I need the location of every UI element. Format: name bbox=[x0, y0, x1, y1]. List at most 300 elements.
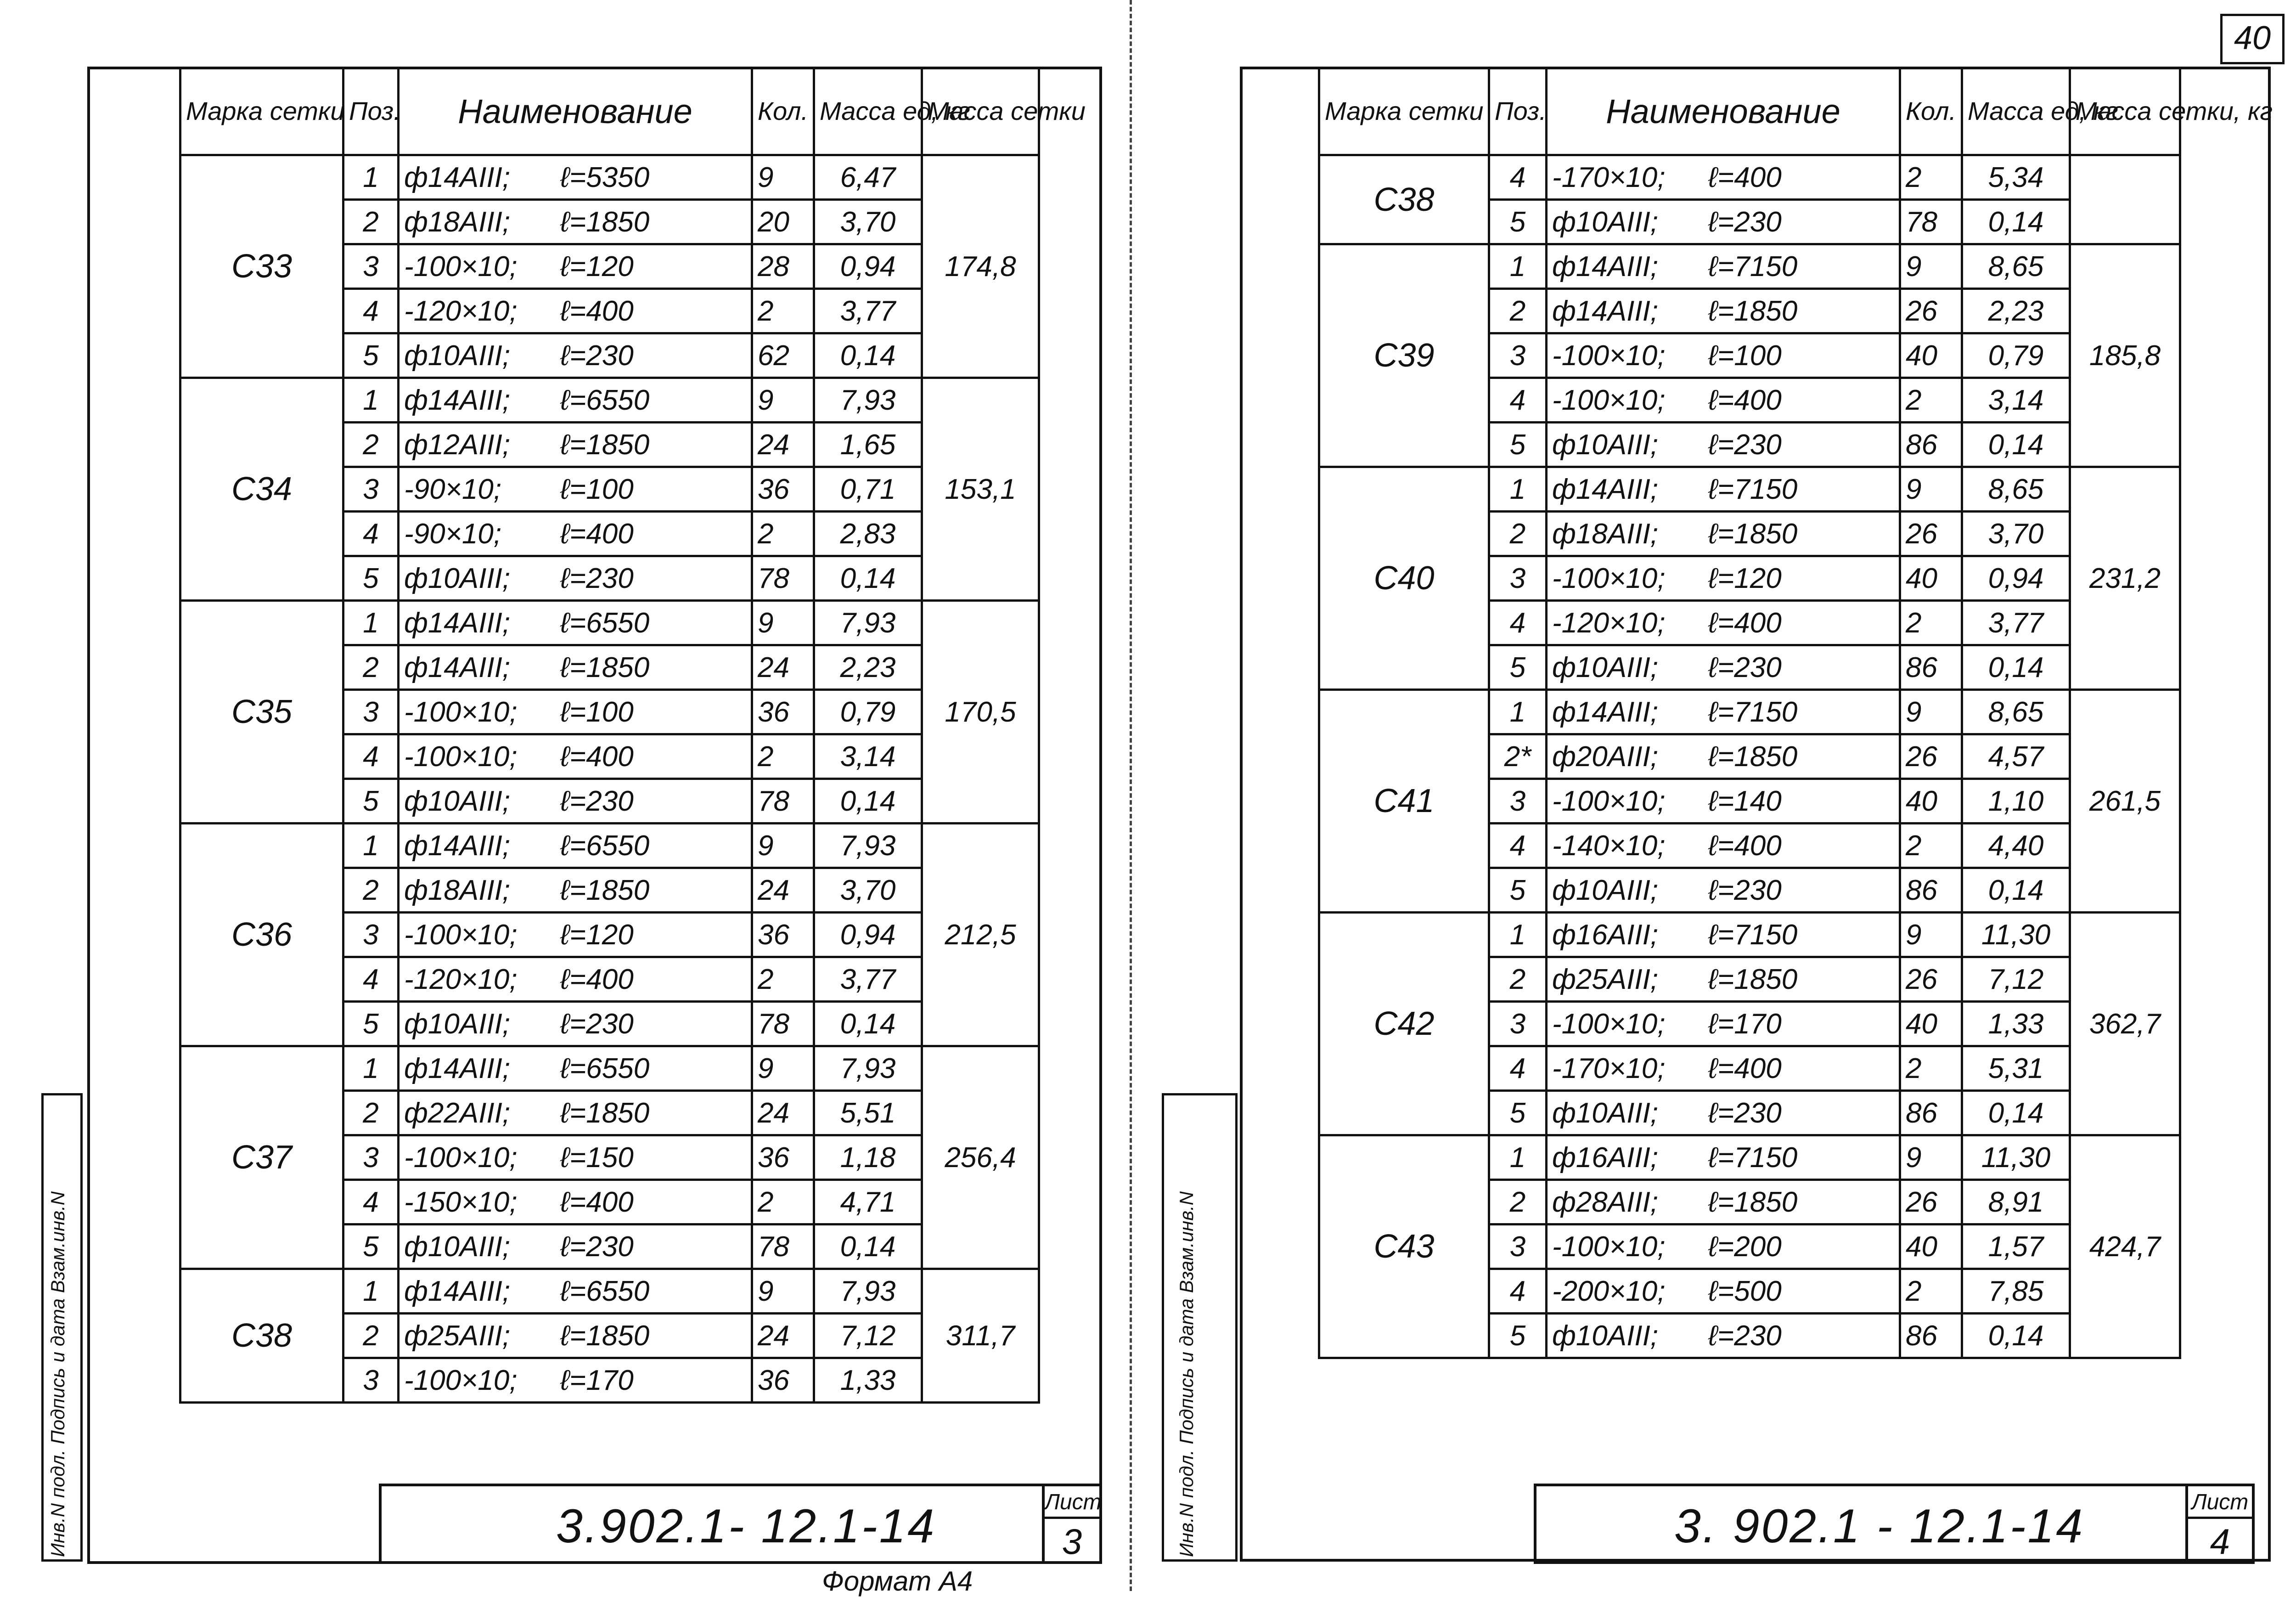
unit-mass: 0,14 bbox=[814, 1225, 922, 1269]
header-unit-mass: Масса ед, кг bbox=[814, 68, 922, 155]
unit-mass: 8,65 bbox=[1962, 467, 2070, 512]
item-profile: ф10АIII; bbox=[404, 339, 511, 372]
unit-mass: 7,93 bbox=[814, 1269, 922, 1314]
table-row bbox=[1319, 690, 2180, 734]
quantity: 36 bbox=[752, 690, 814, 734]
item-name bbox=[399, 601, 752, 645]
position-number: 1 bbox=[343, 824, 399, 868]
unit-mass: 1,10 bbox=[1962, 779, 2070, 824]
left-side-stamp-label: Инв.N подл. Подпись и дата Взам.инв.N bbox=[47, 1191, 68, 1557]
item-profile: -100×10; bbox=[404, 919, 518, 951]
unit-mass: 1,33 bbox=[814, 1358, 922, 1403]
document-code: 3. 902.1 - 12.1-14 bbox=[1674, 1500, 2085, 1553]
item-length: ℓ=230 bbox=[560, 562, 634, 594]
item-name bbox=[399, 467, 752, 512]
quantity: 40 bbox=[1900, 333, 1962, 378]
item-length: ℓ=7150 bbox=[1708, 250, 1798, 282]
item-length: ℓ=5350 bbox=[560, 161, 650, 193]
unit-mass: 1,18 bbox=[814, 1135, 922, 1180]
item-length: ℓ=1850 bbox=[1708, 963, 1798, 995]
item-length: ℓ=7150 bbox=[1708, 696, 1798, 728]
item-length: ℓ=100 bbox=[560, 473, 634, 505]
item-profile: -120×10; bbox=[404, 295, 518, 327]
mesh-mark: С42 bbox=[1319, 913, 1489, 1135]
quantity: 24 bbox=[752, 868, 814, 913]
table-row bbox=[180, 378, 1039, 423]
unit-mass: 0,79 bbox=[814, 690, 922, 734]
unit-mass: 0,14 bbox=[1962, 423, 2070, 467]
position-number: 2 bbox=[1489, 289, 1547, 333]
header-mesh-mass: Масса сетки, кг bbox=[2070, 68, 2180, 155]
item-name bbox=[399, 244, 752, 289]
item-length: ℓ=400 bbox=[1708, 830, 1782, 862]
sheet-number: 3 bbox=[1062, 1521, 1082, 1562]
item-profile: ф14АIII; bbox=[404, 830, 511, 862]
item-name bbox=[1547, 512, 1900, 556]
item-name bbox=[399, 1314, 752, 1358]
item-name bbox=[399, 1225, 752, 1269]
item-name bbox=[1547, 244, 1900, 289]
mesh-total-mass: 261,5 bbox=[2070, 690, 2180, 913]
item-length: ℓ=230 bbox=[560, 1008, 634, 1040]
position-number: 1 bbox=[1489, 467, 1547, 512]
unit-mass: 0,94 bbox=[814, 913, 922, 957]
position-number: 3 bbox=[343, 690, 399, 734]
left-spec-body bbox=[180, 155, 1039, 1403]
item-name bbox=[1547, 868, 1900, 913]
item-name bbox=[399, 957, 752, 1002]
quantity: 2 bbox=[1900, 1269, 1962, 1314]
item-name bbox=[399, 423, 752, 467]
quantity: 24 bbox=[752, 1314, 814, 1358]
unit-mass: 0,14 bbox=[1962, 1314, 2070, 1358]
quantity: 9 bbox=[752, 1046, 814, 1091]
position-number: 2 bbox=[343, 200, 399, 244]
position-number: 5 bbox=[1489, 868, 1547, 913]
sheet-label: Лист bbox=[2188, 1488, 2252, 1519]
position-number: 5 bbox=[1489, 645, 1547, 690]
item-length: ℓ=120 bbox=[560, 250, 634, 282]
item-name bbox=[1547, 423, 1900, 467]
table-row bbox=[180, 1269, 1039, 1314]
item-profile: ф14АIII; bbox=[404, 161, 511, 193]
format-note: Формат А4 bbox=[822, 1566, 973, 1597]
unit-mass: 11,30 bbox=[1962, 1135, 2070, 1180]
unit-mass: 3,70 bbox=[1962, 512, 2070, 556]
item-length: ℓ=1850 bbox=[1708, 740, 1798, 773]
quantity: 9 bbox=[752, 155, 814, 200]
quantity: 86 bbox=[1900, 423, 1962, 467]
item-name bbox=[1547, 556, 1900, 601]
mesh-total-mass: 212,5 bbox=[922, 824, 1039, 1046]
quantity: 2 bbox=[1900, 378, 1962, 423]
item-profile: -120×10; bbox=[404, 963, 518, 995]
item-length: ℓ=1850 bbox=[1708, 295, 1798, 327]
sheet-label: Лист bbox=[1045, 1488, 1099, 1519]
sheet-number: 4 bbox=[2210, 1521, 2230, 1562]
item-profile: ф12АIII; bbox=[404, 429, 511, 461]
mesh-mark: С39 bbox=[1319, 244, 1489, 467]
header-pos: Поз. bbox=[343, 68, 399, 155]
left-spec-table bbox=[179, 67, 1086, 1404]
unit-mass: 1,57 bbox=[1962, 1225, 2070, 1269]
item-profile: -90×10; bbox=[404, 518, 502, 550]
quantity: 86 bbox=[1900, 1314, 1962, 1358]
item-profile: ф10АIII; bbox=[404, 1230, 511, 1263]
unit-mass: 2,83 bbox=[814, 512, 922, 556]
mesh-total-mass: 170,5 bbox=[922, 601, 1039, 824]
item-profile: -100×10; bbox=[404, 1141, 518, 1174]
item-profile: -100×10; bbox=[1552, 562, 1666, 594]
item-profile: ф28АIII; bbox=[1552, 1186, 1659, 1218]
item-profile: ф10АIII; bbox=[404, 1008, 511, 1040]
quantity: 9 bbox=[1900, 244, 1962, 289]
quantity: 78 bbox=[1900, 200, 1962, 244]
unit-mass: 7,93 bbox=[814, 824, 922, 868]
item-name bbox=[399, 1046, 752, 1091]
quantity: 9 bbox=[752, 378, 814, 423]
table-row bbox=[1319, 244, 2180, 289]
item-profile: ф14АIII; bbox=[404, 1052, 511, 1084]
item-length: ℓ=1850 bbox=[560, 651, 650, 683]
unit-mass: 7,93 bbox=[814, 378, 922, 423]
item-profile: -100×10; bbox=[1552, 339, 1666, 372]
right-spec-table bbox=[1318, 67, 2273, 1359]
item-name bbox=[1547, 467, 1900, 512]
quantity: 36 bbox=[752, 1358, 814, 1403]
item-profile: -170×10; bbox=[1552, 161, 1666, 193]
item-name bbox=[1547, 779, 1900, 824]
item-name bbox=[399, 1358, 752, 1403]
quantity: 86 bbox=[1900, 868, 1962, 913]
item-length: ℓ=6550 bbox=[560, 607, 650, 639]
item-profile: ф18АIII; bbox=[1552, 518, 1659, 550]
item-length: ℓ=400 bbox=[560, 740, 634, 773]
position-number: 1 bbox=[1489, 690, 1547, 734]
item-length: ℓ=170 bbox=[1708, 1008, 1782, 1040]
item-name bbox=[399, 824, 752, 868]
mesh-mark: С40 bbox=[1319, 467, 1489, 690]
table-row bbox=[1319, 467, 2180, 512]
corner-page-number: 40 bbox=[2220, 14, 2285, 64]
position-number: 3 bbox=[343, 1135, 399, 1180]
unit-mass: 7,93 bbox=[814, 1046, 922, 1091]
right-side-stamp-label: Инв.N подл. Подпись и дата Взам.инв.N bbox=[1176, 1191, 1197, 1557]
item-profile: -100×10; bbox=[404, 250, 518, 282]
unit-mass: 3,77 bbox=[1962, 601, 2070, 645]
quantity: 24 bbox=[752, 423, 814, 467]
item-name bbox=[399, 556, 752, 601]
item-name bbox=[1547, 913, 1900, 957]
item-length: ℓ=400 bbox=[560, 1186, 634, 1218]
table-row bbox=[180, 155, 1039, 200]
quantity: 2 bbox=[1900, 824, 1962, 868]
unit-mass: 1,33 bbox=[1962, 1002, 2070, 1046]
mesh-mark: С36 bbox=[180, 824, 343, 1046]
item-length: ℓ=230 bbox=[1708, 429, 1782, 461]
item-length: ℓ=170 bbox=[560, 1364, 634, 1396]
mesh-mark: С37 bbox=[180, 1046, 343, 1269]
unit-mass: 8,91 bbox=[1962, 1180, 2070, 1225]
item-length: ℓ=230 bbox=[1708, 206, 1782, 238]
item-name bbox=[399, 913, 752, 957]
item-name bbox=[1547, 155, 1900, 200]
unit-mass: 0,94 bbox=[814, 244, 922, 289]
header-qty: Кол. bbox=[1900, 68, 1962, 155]
position-number: 4 bbox=[343, 1180, 399, 1225]
item-length: ℓ=140 bbox=[1708, 785, 1782, 817]
header-mesh-mass: Масса сетки bbox=[922, 68, 1039, 155]
unit-mass: 5,34 bbox=[1962, 155, 2070, 200]
unit-mass: 3,14 bbox=[1962, 378, 2070, 423]
item-name bbox=[399, 645, 752, 690]
item-profile: -120×10; bbox=[1552, 607, 1666, 639]
position-number: 4 bbox=[343, 957, 399, 1002]
header-name: Наименование bbox=[399, 68, 752, 155]
sheet-number-box bbox=[2185, 1486, 2252, 1561]
item-length: ℓ=100 bbox=[560, 696, 634, 728]
unit-mass: 6,47 bbox=[814, 155, 922, 200]
item-name bbox=[1547, 289, 1900, 333]
position-number: 1 bbox=[343, 378, 399, 423]
item-profile: ф14АIII; bbox=[404, 651, 511, 683]
item-profile: ф14АIII; bbox=[1552, 473, 1659, 505]
position-number: 5 bbox=[343, 779, 399, 824]
item-name bbox=[399, 378, 752, 423]
item-length: ℓ=230 bbox=[1708, 651, 1782, 683]
unit-mass: 3,70 bbox=[814, 200, 922, 244]
unit-mass: 5,31 bbox=[1962, 1046, 2070, 1091]
quantity: 26 bbox=[1900, 512, 1962, 556]
position-number: 5 bbox=[1489, 1314, 1547, 1358]
item-profile: ф25АIII; bbox=[1552, 963, 1659, 995]
item-profile: -100×10; bbox=[1552, 384, 1666, 416]
quantity: 9 bbox=[1900, 913, 1962, 957]
mesh-total-mass: 185,8 bbox=[2070, 244, 2180, 467]
position-number: 5 bbox=[343, 1002, 399, 1046]
mesh-total-mass bbox=[2070, 155, 2180, 244]
item-name bbox=[399, 333, 752, 378]
quantity: 2 bbox=[752, 957, 814, 1002]
item-profile: ф10АIII; bbox=[1552, 1320, 1659, 1352]
position-number: 3 bbox=[343, 467, 399, 512]
table-row bbox=[1319, 1135, 2180, 1180]
item-name bbox=[399, 779, 752, 824]
unit-mass: 4,57 bbox=[1962, 734, 2070, 779]
unit-mass: 0,14 bbox=[814, 556, 922, 601]
left-title-block bbox=[379, 1484, 1102, 1564]
unit-mass: 7,12 bbox=[814, 1314, 922, 1358]
quantity: 24 bbox=[752, 645, 814, 690]
unit-mass: 0,14 bbox=[814, 779, 922, 824]
position-number: 4 bbox=[343, 289, 399, 333]
item-name bbox=[399, 690, 752, 734]
item-length: ℓ=7150 bbox=[1708, 1141, 1798, 1174]
item-profile: ф18АIII; bbox=[404, 874, 511, 906]
position-number: 4 bbox=[1489, 1269, 1547, 1314]
item-profile: ф10АIII; bbox=[1552, 429, 1659, 461]
item-name bbox=[1547, 824, 1900, 868]
quantity: 9 bbox=[1900, 1135, 1962, 1180]
position-number: 2 bbox=[343, 645, 399, 690]
item-name bbox=[399, 1135, 752, 1180]
unit-mass: 3,14 bbox=[814, 734, 922, 779]
table-row bbox=[180, 824, 1039, 868]
table-row bbox=[180, 1046, 1039, 1091]
item-name bbox=[1547, 1269, 1900, 1314]
quantity: 36 bbox=[752, 1135, 814, 1180]
position-number: 2 bbox=[343, 868, 399, 913]
item-length: ℓ=230 bbox=[560, 339, 634, 372]
item-length: ℓ=400 bbox=[1708, 384, 1782, 416]
position-number: 4 bbox=[1489, 378, 1547, 423]
item-length: ℓ=400 bbox=[560, 518, 634, 550]
mesh-mark: С33 bbox=[180, 155, 343, 378]
item-profile: ф10АIII; bbox=[404, 562, 511, 594]
quantity: 24 bbox=[752, 1091, 814, 1135]
item-length: ℓ=120 bbox=[1708, 562, 1782, 594]
position-number: 1 bbox=[1489, 244, 1547, 289]
header-pos: Поз. bbox=[1489, 68, 1547, 155]
position-number: 1 bbox=[1489, 1135, 1547, 1180]
document-code: 3.902.1- 12.1-14 bbox=[556, 1500, 936, 1553]
item-length: ℓ=1850 bbox=[1708, 1186, 1798, 1218]
item-profile: ф20АIII; bbox=[1552, 740, 1659, 773]
item-profile: ф10АIII; bbox=[404, 785, 511, 817]
item-name bbox=[1547, 645, 1900, 690]
position-number: 5 bbox=[343, 1225, 399, 1269]
table-row bbox=[1319, 155, 2180, 200]
quantity: 9 bbox=[1900, 467, 1962, 512]
quantity: 26 bbox=[1900, 734, 1962, 779]
item-length: ℓ=7150 bbox=[1708, 473, 1798, 505]
item-profile: -200×10; bbox=[1552, 1275, 1666, 1307]
item-profile: ф18АIII; bbox=[404, 206, 511, 238]
quantity: 9 bbox=[752, 601, 814, 645]
quantity: 78 bbox=[752, 1002, 814, 1046]
item-length: ℓ=6550 bbox=[560, 1052, 650, 1084]
item-name bbox=[1547, 200, 1900, 244]
position-number: 3 bbox=[1489, 1225, 1547, 1269]
mesh-mark: С34 bbox=[180, 378, 343, 601]
item-profile: ф25АIII; bbox=[404, 1320, 511, 1352]
position-number: 4 bbox=[1489, 155, 1547, 200]
item-profile: -100×10; bbox=[1552, 1008, 1666, 1040]
quantity: 28 bbox=[752, 244, 814, 289]
item-profile: ф22АIII; bbox=[404, 1097, 511, 1129]
position-number: 2 bbox=[343, 423, 399, 467]
item-length: ℓ=400 bbox=[1708, 1052, 1782, 1084]
item-length: ℓ=400 bbox=[560, 963, 634, 995]
position-number: 3 bbox=[343, 244, 399, 289]
item-length: ℓ=230 bbox=[1708, 1097, 1782, 1129]
item-name bbox=[399, 868, 752, 913]
item-profile: -90×10; bbox=[404, 473, 502, 505]
quantity: 40 bbox=[1900, 779, 1962, 824]
position-number: 1 bbox=[1489, 913, 1547, 957]
mesh-total-mass: 153,1 bbox=[922, 378, 1039, 601]
item-profile: ф16АIII; bbox=[1552, 919, 1659, 951]
item-name bbox=[1547, 1091, 1900, 1135]
quantity: 40 bbox=[1900, 1225, 1962, 1269]
position-number: 5 bbox=[343, 556, 399, 601]
item-profile: ф16АIII; bbox=[1552, 1141, 1659, 1174]
quantity: 36 bbox=[752, 913, 814, 957]
unit-mass: 4,71 bbox=[814, 1180, 922, 1225]
item-profile: ф14АIII; bbox=[1552, 250, 1659, 282]
unit-mass: 0,94 bbox=[1962, 556, 2070, 601]
item-length: ℓ=1850 bbox=[560, 429, 650, 461]
item-name bbox=[399, 512, 752, 556]
item-name bbox=[1547, 957, 1900, 1002]
unit-mass: 3,77 bbox=[814, 957, 922, 1002]
position-number: 5 bbox=[1489, 423, 1547, 467]
sheet-number-box bbox=[1042, 1486, 1102, 1562]
unit-mass: 0,79 bbox=[1962, 333, 2070, 378]
mesh-total-mass: 362,7 bbox=[2070, 913, 2180, 1135]
quantity: 62 bbox=[752, 333, 814, 378]
item-profile: -140×10; bbox=[1552, 830, 1666, 862]
item-length: ℓ=500 bbox=[1708, 1275, 1782, 1307]
item-length: ℓ=1850 bbox=[560, 206, 650, 238]
item-name bbox=[1547, 690, 1900, 734]
position-number: 2 bbox=[343, 1314, 399, 1358]
item-profile: -150×10; bbox=[404, 1186, 518, 1218]
header-mark: Марка сетки bbox=[180, 68, 343, 155]
quantity: 2 bbox=[1900, 155, 1962, 200]
unit-mass: 8,65 bbox=[1962, 244, 2070, 289]
right-title-block bbox=[1534, 1484, 2255, 1564]
quantity: 26 bbox=[1900, 1180, 1962, 1225]
item-length: ℓ=1850 bbox=[560, 874, 650, 906]
position-number: 3 bbox=[1489, 1002, 1547, 1046]
unit-mass: 0,14 bbox=[1962, 1091, 2070, 1135]
item-length: ℓ=230 bbox=[1708, 874, 1782, 906]
item-length: ℓ=7150 bbox=[1708, 919, 1798, 951]
item-profile: ф10АIII; bbox=[1552, 651, 1659, 683]
item-name bbox=[399, 289, 752, 333]
mesh-total-mass: 311,7 bbox=[922, 1269, 1039, 1403]
quantity: 20 bbox=[752, 200, 814, 244]
item-length: ℓ=1850 bbox=[560, 1320, 650, 1352]
quantity: 86 bbox=[1900, 1091, 1962, 1135]
mesh-total-mass: 174,8 bbox=[922, 155, 1039, 378]
unit-mass: 0,14 bbox=[1962, 868, 2070, 913]
item-length: ℓ=120 bbox=[560, 919, 634, 951]
unit-mass: 7,12 bbox=[1962, 957, 2070, 1002]
position-number: 4 bbox=[1489, 1046, 1547, 1091]
position-number: 1 bbox=[343, 155, 399, 200]
item-profile: ф14АIII; bbox=[404, 1275, 511, 1307]
quantity: 2 bbox=[752, 1180, 814, 1225]
position-number: 1 bbox=[343, 601, 399, 645]
header-qty: Кол. bbox=[752, 68, 814, 155]
position-number: 3 bbox=[1489, 333, 1547, 378]
header-name: Наименование bbox=[1547, 68, 1900, 155]
sheet-divider bbox=[1130, 0, 1132, 1591]
mesh-total-mass: 256,4 bbox=[922, 1046, 1039, 1269]
item-name bbox=[1547, 378, 1900, 423]
item-profile: -170×10; bbox=[1552, 1052, 1666, 1084]
quantity: 2 bbox=[752, 734, 814, 779]
unit-mass: 2,23 bbox=[814, 645, 922, 690]
quantity: 9 bbox=[752, 1269, 814, 1314]
item-length: ℓ=400 bbox=[1708, 161, 1782, 193]
item-name bbox=[1547, 1180, 1900, 1225]
unit-mass: 11,30 bbox=[1962, 913, 2070, 957]
item-profile: ф14АIII; bbox=[1552, 295, 1659, 327]
position-number: 4 bbox=[343, 734, 399, 779]
